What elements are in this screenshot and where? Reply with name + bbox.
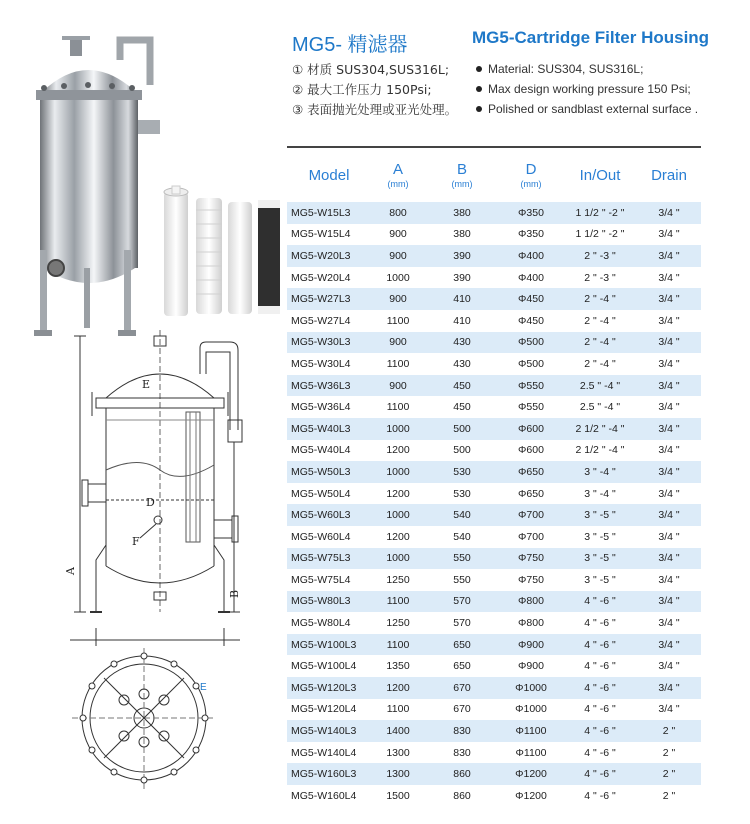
cell-a: 1000: [386, 509, 410, 522]
label-e-top: E: [200, 682, 207, 693]
cell-drain: 3/4 ": [658, 465, 680, 478]
table-row: [287, 677, 701, 699]
cell-a: 900: [389, 249, 407, 262]
cell-in-out: 2 " -4 ": [584, 336, 616, 349]
cell-in-out: 4 " -6 ": [584, 725, 616, 738]
feature-cn-2: ② 最大工作压力 150Psi;: [292, 82, 432, 97]
cell-a: 1300: [386, 768, 410, 781]
cell-b: 500: [453, 444, 471, 457]
table-row: [287, 396, 701, 418]
cell-in-out: 2 1/2 " -4 ": [575, 444, 625, 457]
cell-a: 1400: [386, 725, 410, 738]
cell-in-out: 2 " -4 ": [584, 357, 616, 370]
cell-model: MG5-W40L4: [291, 444, 351, 457]
cell-in-out: 3 " -4 ": [584, 487, 616, 500]
table-row: [287, 332, 701, 354]
cell-drain: 3/4 ": [658, 638, 680, 651]
spec-table: [287, 146, 701, 807]
table-row: [287, 310, 701, 332]
cell-d: Φ800: [518, 595, 544, 608]
table-header: [287, 148, 701, 202]
cell-d: Φ450: [518, 293, 544, 306]
cell-in-out: 3 " -4 ": [584, 465, 616, 478]
cell-drain: 3/4 ": [658, 336, 680, 349]
cell-model: MG5-W75L3: [291, 552, 351, 565]
table-row: [287, 202, 701, 224]
cell-b: 500: [453, 422, 471, 435]
cell-drain: 3/4 ": [658, 552, 680, 565]
cell-in-out: 4 " -6 ": [584, 595, 616, 608]
cell-drain: 3/4 ": [658, 703, 680, 716]
cell-a: 1000: [386, 271, 410, 284]
feature-cn-1: ① 材质 SUS304,SUS316L;: [292, 62, 450, 77]
feature-en-3-text: Polished or sandblast external surface .: [488, 102, 699, 116]
label-e: E: [142, 378, 151, 391]
feature-en-2-text: Max design working pressure 150 Psi;: [488, 82, 691, 96]
table-row: [287, 655, 701, 677]
table-row: [287, 267, 701, 289]
cell-a: 1200: [386, 444, 410, 457]
cell-model: MG5-W160L3: [291, 768, 357, 781]
table-row: [287, 548, 701, 570]
cell-d: Φ450: [518, 314, 544, 327]
cell-b: 570: [453, 595, 471, 608]
header-in-out: In/Out: [579, 166, 621, 184]
cell-model: MG5-W160L4: [291, 789, 357, 802]
label-b: B: [228, 589, 241, 598]
cell-d: Φ400: [518, 249, 544, 262]
table-row: [287, 504, 701, 526]
feature-en-1: [476, 62, 643, 76]
cell-in-out: 2.5 " -4 ": [579, 379, 621, 392]
cell-b: 380: [453, 228, 471, 241]
cell-a: 1500: [386, 789, 410, 802]
cell-d: Φ750: [518, 552, 544, 565]
technical-drawing-side: [70, 330, 242, 646]
cell-model: MG5-W36L4: [291, 401, 351, 414]
table-row: [287, 785, 701, 807]
cell-d: Φ600: [518, 444, 544, 457]
cell-drain: 3/4 ": [658, 509, 680, 522]
cell-b: 390: [453, 271, 471, 284]
cell-a: 1200: [386, 530, 410, 543]
cell-drain: 3/4 ": [658, 314, 680, 327]
table-row: [287, 742, 701, 764]
table-row: [287, 245, 701, 267]
cell-b: 410: [453, 314, 471, 327]
cell-b: 530: [453, 487, 471, 500]
cell-b: 540: [453, 509, 471, 522]
header-drain: Drain: [651, 166, 687, 184]
header-b: B (mm): [451, 161, 473, 189]
cell-d: Φ650: [518, 487, 544, 500]
cell-drain: 3/4 ": [658, 401, 680, 414]
cell-model: MG5-W100L3: [291, 638, 357, 651]
cell-a: 900: [389, 228, 407, 241]
cell-model: MG5-W30L4: [291, 357, 351, 370]
cell-in-out: 2 " -3 ": [584, 271, 616, 284]
cell-drain: 3/4 ": [658, 617, 680, 630]
title-cn: MG5- 精滤器: [292, 34, 408, 56]
cell-b: 550: [453, 573, 471, 586]
cell-a: 900: [389, 293, 407, 306]
table-row: [287, 418, 701, 440]
cell-b: 670: [453, 703, 471, 716]
table-row: [287, 461, 701, 483]
cell-d: Φ650: [518, 465, 544, 478]
cell-drain: 3/4 ": [658, 271, 680, 284]
cell-b: 860: [453, 768, 471, 781]
cell-in-out: 2.5 " -4 ": [579, 401, 621, 414]
cell-in-out: 2 1/2 " -4 ": [575, 422, 625, 435]
cell-a: 1100: [386, 314, 410, 327]
cell-in-out: 4 " -6 ": [584, 638, 616, 651]
cell-drain: 2 ": [662, 768, 676, 781]
header-model: Model: [308, 166, 350, 184]
cell-model: MG5-W75L4: [291, 573, 351, 586]
bullet-icon: [476, 86, 482, 92]
cell-drain: 3/4 ": [658, 422, 680, 435]
table-row: [287, 612, 701, 634]
cell-d: Φ750: [518, 573, 544, 586]
cell-drain: 3/4 ": [658, 206, 680, 219]
cell-model: MG5-W20L4: [291, 271, 351, 284]
cell-b: 450: [453, 401, 471, 414]
feature-en-2: [476, 82, 691, 96]
cell-in-out: 4 " -6 ": [584, 703, 616, 716]
cell-drain: 3/4 ": [658, 660, 680, 673]
cell-drain: 2 ": [662, 746, 676, 759]
cell-in-out: 4 " -6 ": [584, 746, 616, 759]
cell-model: MG5-W27L4: [291, 314, 351, 327]
cell-drain: 3/4 ": [658, 249, 680, 262]
cell-in-out: 3 " -5 ": [584, 552, 616, 565]
cell-model: MG5-W80L4: [291, 617, 351, 630]
cell-in-out: 3 " -5 ": [584, 573, 616, 586]
cell-model: MG5-W120L3: [291, 681, 357, 694]
cell-d: Φ800: [518, 617, 544, 630]
cell-model: MG5-W20L3: [291, 249, 351, 262]
table-row: [287, 224, 701, 246]
cell-d: Φ1200: [515, 789, 547, 802]
table-row: [287, 763, 701, 785]
housing-photo: [34, 36, 160, 336]
cell-a: 1100: [386, 401, 410, 414]
cell-model: MG5-W15L3: [291, 206, 351, 219]
cell-drain: 3/4 ": [658, 487, 680, 500]
cell-d: Φ1200: [515, 768, 547, 781]
product-illustration: [0, 0, 285, 824]
cell-a: 1000: [386, 422, 410, 435]
cell-in-out: 4 " -6 ": [584, 768, 616, 781]
cell-d: Φ600: [518, 422, 544, 435]
table-row: [287, 699, 701, 721]
title-en: MG5-Cartridge Filter Housing: [472, 28, 710, 47]
feature-en-1-text: Material: SUS304, SUS316L;: [488, 62, 644, 76]
cell-in-out: 2 " -4 ": [584, 314, 616, 327]
cell-drain: 2 ": [662, 725, 676, 738]
table-row: [287, 634, 701, 656]
cell-a: 1350: [386, 660, 410, 673]
cell-b: 670: [453, 681, 471, 694]
label-a: A: [64, 567, 77, 575]
technical-drawing-top: [72, 648, 216, 790]
cell-in-out: 2 " -3 ": [584, 249, 616, 262]
table-row: [287, 591, 701, 613]
table-row: [287, 569, 701, 591]
cell-b: 450: [453, 379, 471, 392]
table-row: [287, 353, 701, 375]
cell-d: Φ500: [518, 357, 544, 370]
header-a: A (mm): [387, 161, 409, 189]
cell-model: MG5-W140L4: [291, 746, 357, 759]
cell-a: 1000: [386, 552, 410, 565]
cell-b: 830: [453, 725, 471, 738]
cell-drain: 3/4 ": [658, 357, 680, 370]
cell-model: MG5-W60L3: [291, 509, 351, 522]
cell-a: 800: [389, 206, 407, 219]
table-row: [287, 526, 701, 548]
cell-b: 380: [453, 206, 471, 219]
cell-d: Φ500: [518, 336, 544, 349]
cell-b: 430: [453, 336, 471, 349]
table-body: [287, 202, 701, 807]
label-d: D: [146, 496, 155, 509]
cell-a: 1100: [386, 638, 410, 651]
cell-model: MG5-W50L3: [291, 465, 351, 478]
cell-drain: 3/4 ": [658, 595, 680, 608]
cell-in-out: 4 " -6 ": [584, 660, 616, 673]
cell-model: MG5-W100L4: [291, 660, 357, 673]
cell-a: 900: [389, 379, 407, 392]
table-row: [287, 440, 701, 462]
cell-a: 1100: [386, 595, 410, 608]
cell-b: 650: [453, 660, 471, 673]
table-row: [287, 375, 701, 397]
cell-d: Φ1000: [515, 703, 547, 716]
cell-b: 570: [453, 617, 471, 630]
cell-d: Φ350: [518, 228, 544, 241]
cell-in-out: 3 " -5 ": [584, 530, 616, 543]
cell-in-out: 1 1/2 " -2 ": [575, 228, 625, 241]
cell-in-out: 4 " -6 ": [584, 617, 616, 630]
cell-d: Φ550: [518, 379, 544, 392]
cell-b: 550: [453, 552, 471, 565]
cell-d: Φ400: [518, 271, 544, 284]
cell-model: MG5-W27L3: [291, 293, 351, 306]
cell-drain: 3/4 ": [658, 293, 680, 306]
cell-model: MG5-W40L3: [291, 422, 351, 435]
cell-drain: 3/4 ": [658, 444, 680, 457]
cell-drain: 3/4 ": [658, 530, 680, 543]
cell-a: 1100: [386, 357, 410, 370]
cell-model: MG5-W60L4: [291, 530, 351, 543]
cell-drain: 3/4 ": [658, 228, 680, 241]
cell-model: MG5-W80L3: [291, 595, 351, 608]
cell-b: 540: [453, 530, 471, 543]
feature-en-3: [476, 102, 698, 116]
cell-in-out: 1 1/2 " -2 ": [575, 206, 625, 219]
cell-b: 830: [453, 746, 471, 759]
cell-d: Φ900: [518, 638, 544, 651]
cell-b: 650: [453, 638, 471, 651]
cell-drain: 3/4 ": [658, 681, 680, 694]
cell-b: 390: [453, 249, 471, 262]
cell-a: 1200: [386, 681, 410, 694]
bullet-icon: [476, 66, 482, 72]
cell-in-out: 3 " -5 ": [584, 509, 616, 522]
cell-model: MG5-W140L3: [291, 725, 357, 738]
cell-a: 1300: [386, 746, 410, 759]
header-d: D (mm): [520, 161, 542, 189]
cell-in-out: 4 " -6 ": [584, 681, 616, 694]
cell-a: 1100: [386, 703, 410, 716]
cell-model: MG5-W15L4: [291, 228, 351, 241]
cell-d: Φ1100: [515, 746, 547, 759]
table-row: [287, 483, 701, 505]
cell-a: 1200: [386, 487, 410, 500]
cell-d: Φ350: [518, 206, 544, 219]
cell-in-out: 2 " -4 ": [584, 293, 616, 306]
cell-model: MG5-W120L4: [291, 703, 357, 716]
cell-model: MG5-W36L3: [291, 379, 351, 392]
cell-drain: 2 ": [662, 789, 676, 802]
cell-b: 530: [453, 465, 471, 478]
table-row: [287, 288, 701, 310]
cell-d: Φ1000: [515, 681, 547, 694]
table-row: [287, 720, 701, 742]
cell-a: 1000: [386, 465, 410, 478]
cell-d: Φ550: [518, 401, 544, 414]
cell-b: 410: [453, 293, 471, 306]
cell-a: 1250: [386, 573, 410, 586]
cell-model: MG5-W30L3: [291, 336, 351, 349]
cell-b: 860: [453, 789, 471, 802]
cell-b: 430: [453, 357, 471, 370]
cell-model: MG5-W50L4: [291, 487, 351, 500]
feature-cn-3: ③ 表面抛光处理或亚光处理。: [292, 102, 458, 117]
cell-in-out: 4 " -6 ": [584, 789, 616, 802]
cell-d: Φ1100: [515, 725, 547, 738]
cartridges-photo: [164, 186, 280, 316]
label-f: F: [132, 535, 140, 548]
cell-drain: 3/4 ": [658, 379, 680, 392]
bullet-icon: [476, 106, 482, 112]
cell-a: 1250: [386, 617, 410, 630]
cell-drain: 3/4 ": [658, 573, 680, 586]
cell-d: Φ900: [518, 660, 544, 673]
cell-d: Φ700: [518, 530, 544, 543]
cell-a: 900: [389, 336, 407, 349]
cell-d: Φ700: [518, 509, 544, 522]
